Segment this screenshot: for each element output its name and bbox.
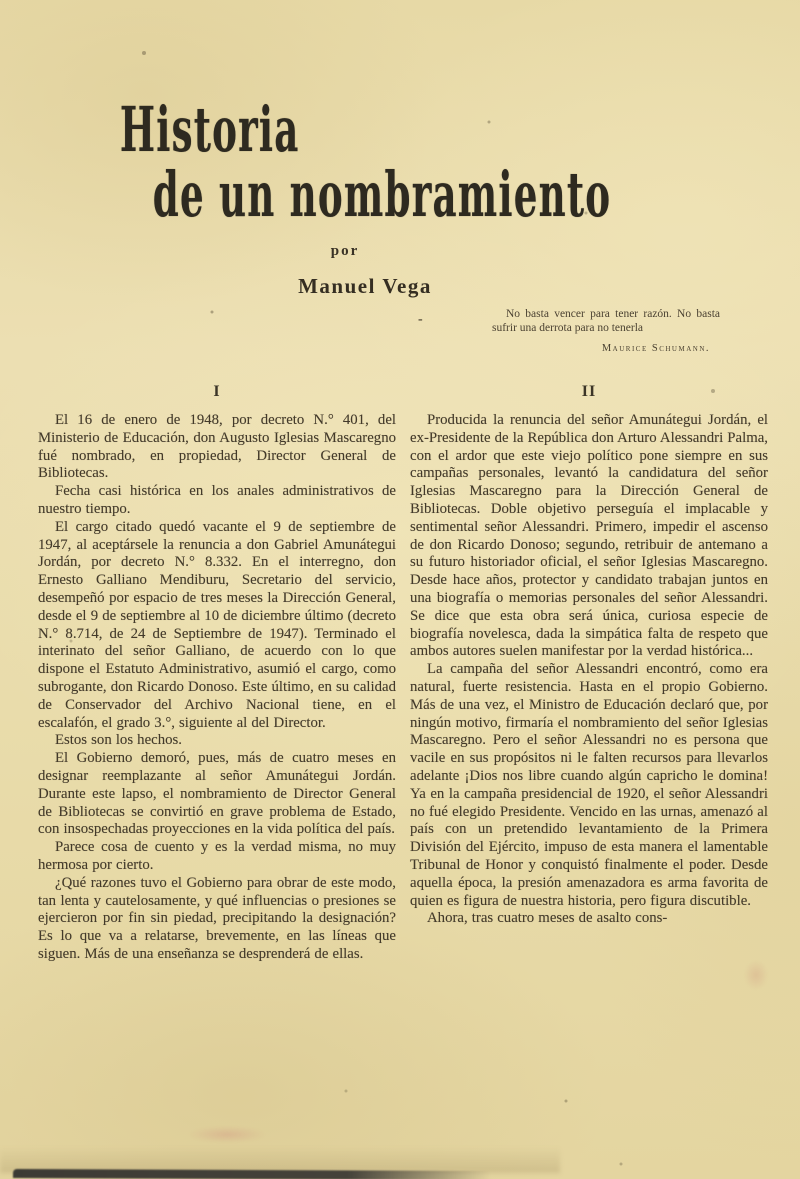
article-title-line2-text: de un nombramiento [152, 158, 612, 231]
body-paragraph: El Gobierno demoró, pues, más de cuatro meses en designar reemplazante al señor Amunátegui Jordán. Durante este lapso, el nombramiento de Director General de Bibliotecas se convirtió en grave problema de Estado, con insospechadas proyecciones en la vida política del país. [38, 750, 396, 838]
column-left [38, 383, 396, 964]
paper-specks [0, 0, 2, 2]
column-right [410, 383, 768, 964]
epigraph-quote: No basta vencer para tener razón. No basta sufrir una derrota para no tenerla [492, 308, 720, 334]
paper-stain [744, 960, 768, 990]
body-paragraph: Ahora, tras cuatro meses de asalto cons- [427, 910, 668, 927]
article-title-line2 [0, 158, 700, 231]
body-paragraph: ¿Qué razones tuvo el Gobierno para obrar de este modo, tan lenta y cautelosamente, y qué influencias o presiones se ejercieron por fin sin piedad, precipitando la designación? Es lo que va a relatarse, brevemente, en las líneas que siguen. Más de una enseñanza se desprenderá de ellas. [38, 874, 396, 962]
article-title-line1-text: Historia [119, 93, 300, 166]
body-paragraph: La campaña del señor Alessandri encontró, como era natural, fuerte resistencia. Hasta en el propio Gobierno. Más de una vez, el Ministro de Educación declaró que, por ningún motivo, firmaría el nombramiento del señor Iglesias Mascaregno. Pero el señor Alessandri no es persona que vacile en sus propósitos ni le falten recursos para llevarlos adelante ¡Dios nos libre cuando algún capricho le domina! Ya en la campaña presidencial de 1920, el señor Alessandri no fué elegido Presidente. Vencido en las urnas, amenazó al país con un pretendido levantamiento de la Primera División del Ejército, impuso de esta manera el lamentable Tribunal de Honor y conquistó finalmente el poder. Desde aquella época, la presión amenazadora es arma favorita de quien es figura de nuestra historia, pero figura discutible. [410, 661, 768, 909]
article-body [38, 383, 768, 964]
section-numeral-1: I [213, 383, 221, 400]
epigraph-attribution: Maurice Schumann. [601, 342, 710, 354]
body-paragraph: Parece cosa de cuento y es la verdad misma, no muy hermosa por cierto. [38, 839, 396, 873]
epigraph-block [492, 308, 720, 354]
article-title-line1 [60, 93, 720, 166]
section-numeral-2: II [581, 383, 597, 400]
title-divider-dash: - [418, 312, 423, 327]
body-paragraph: El 16 de enero de 1948, por decreto N.° 401, del Ministerio de Educación, don Augusto Iglesias Mascaregno fué nombrado, en propiedad, Director General de Bibliotecas. [38, 412, 396, 482]
page-edge-shadow [13, 1169, 491, 1179]
body-paragraph: Estos son los hechos. [55, 732, 182, 749]
body-paragraph: Producida la renuncia del señor Amunátegui Jordán, el ex-Presidente de la República don Arturo Alessandri Palma, con el ardor que este viejo político pone siempre en sus campañas personales, levantó la candidatura del señor Iglesias Mascaregno para la Dirección General de Bibliotecas. Doble objetivo perseguía el implacable y sentimental señor Alessandri. Primero, impedir el ascenso de don Ricardo Donoso; segundo, retribuir de antemano a su futuro historiador oficial, el señor Iglesias Mascaregno. Desde hace años, protector y candidato trabajan juntos en una biografía o memorias personales del señor Alessandri. Se dice que esta obra será única, curiosa especie de biografía novelesca, dada la simpática falta de respeto que ambos autores suelen manifestar por la verdad histórica... [410, 412, 768, 660]
author-name: Manuel Vega [298, 274, 432, 298]
byline-prefix: por [330, 243, 360, 259]
body-paragraph: Fecha casi histórica en los anales administrativos de nuestro tiempo. [38, 483, 396, 517]
paper-stain [188, 1126, 266, 1143]
body-paragraph: El cargo citado quedó vacante el 9 de septiembre de 1947, al aceptársele la renuncia a don Gabriel Amunátegui Jordán, por decreto N.° 8.332. En el interregno, don Ernesto Galliano Mendiburu, Secretario del servicio, desempeñó por espacio de tres meses la Dirección General, desde el 9 de septiembre al 10 de diciembre último (decreto N.° 8.714, de 24 de Septiembre de 1947). Terminado el interinato del señor Galliano, de acuerdo con lo que dispone el Estatuto Administrativo, asumió el cargo, como subrogante, don Ricardo Donoso. Este último, en su calidad de Conservador del Archivo Nacional tiene, en el escalafón, el grado 3.°, siguiente al del Director. [38, 518, 396, 731]
